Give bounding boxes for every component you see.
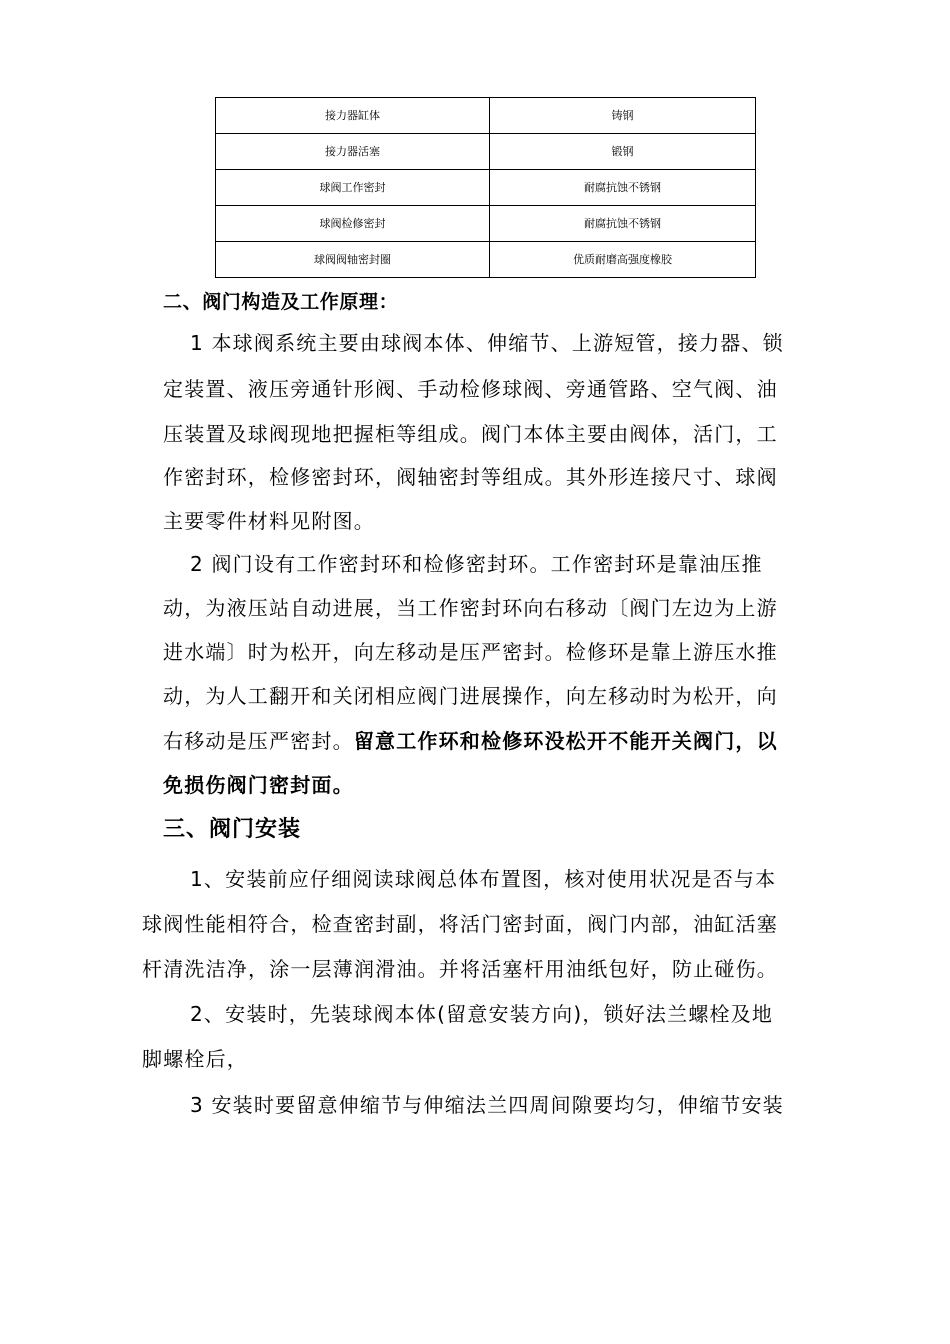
table-cell-part: 球阀工作密封	[216, 170, 490, 206]
paragraph-line: 1、安装前应仔细阅读球阀总体布置图，核对使用状况是否与本	[190, 867, 777, 891]
materials-table	[215, 97, 756, 278]
paragraph-line: 动，为液压站自动进展，当工作密封环向右移动〔阀门左边为上游	[163, 596, 778, 620]
table-row	[216, 170, 756, 206]
paragraph-line	[163, 731, 778, 751]
section-heading-installation: 三、阀门安装	[163, 817, 302, 842]
paragraph-line: 主要零件材料见附图。	[163, 509, 375, 533]
table-cell-material: 锻钢	[490, 134, 756, 170]
paragraph-line: 2 阀门设有工作密封环和检修密封环。工作密封环是靠油压推	[190, 552, 763, 576]
paragraph-line: 动，为人工翻开和关闭相应阀门进展操作，向左移动时为松开，向	[163, 684, 778, 708]
table-row	[216, 242, 756, 278]
table-cell-part: 接力器缸体	[216, 98, 490, 134]
paragraph-line: 作密封环，检修密封环，阀轴密封等组成。其外形连接尺寸、球阀	[163, 465, 778, 489]
table-row	[216, 98, 756, 134]
section-heading-structure: 二、阀门构造及工作原理：	[163, 291, 399, 313]
table-cell-material: 优质耐磨高强度橡胶	[490, 242, 756, 278]
paragraph-line: 压装置及球阀现地把握柜等组成。阀门本体主要由阀体，活门，工	[163, 422, 778, 446]
paragraph-line: 定装置、液压旁通针形阀、手动检修球阀、旁通管路、空气阀、油	[163, 377, 778, 401]
warning-text: 留意工作环和检修环没松开不能开关阀门，以	[353, 729, 778, 753]
table-cell-material: 铸钢	[490, 98, 756, 134]
paragraph-line: 3 安装时要留意伸缩节与伸缩法兰四周间隙要均匀，伸缩节安装	[190, 1093, 784, 1117]
table-cell-material: 耐腐抗蚀不锈钢	[490, 206, 756, 242]
table-cell-part: 接力器活塞	[216, 134, 490, 170]
paragraph-text: 右移动是压严密封。	[163, 729, 354, 753]
table-row	[216, 206, 756, 242]
table-cell-part: 球阀阀轴密封圈	[216, 242, 490, 278]
paragraph-line: 杆清洗洁净，涂一层薄润滑油。并将活塞杆用油纸包好，防止碰伤。	[142, 957, 778, 981]
paragraph-line: 脚螺栓后，	[142, 1047, 248, 1071]
table-cell-material: 耐腐抗蚀不锈钢	[490, 170, 756, 206]
paragraph-line: 1 本球阀系统主要由球阀本体、伸缩节、上游短管，接力器、锁	[190, 331, 784, 355]
table-row	[216, 134, 756, 170]
table-cell-part: 球阀检修密封	[216, 206, 490, 242]
paragraph-line: 球阀性能相符合，检查密封副，将活门密封面，阀门内部，油缸活塞	[142, 912, 778, 936]
paragraph-line: 2、安装时，先装球阀本体(留意安装方向)，锁好法兰螺栓及地	[190, 1002, 774, 1026]
paragraph-line: 进水端〕时为松开，向左移动是压严密封。检修环是靠上游压水推	[163, 640, 778, 664]
warning-text: 免损伤阀门密封面。	[163, 773, 354, 797]
